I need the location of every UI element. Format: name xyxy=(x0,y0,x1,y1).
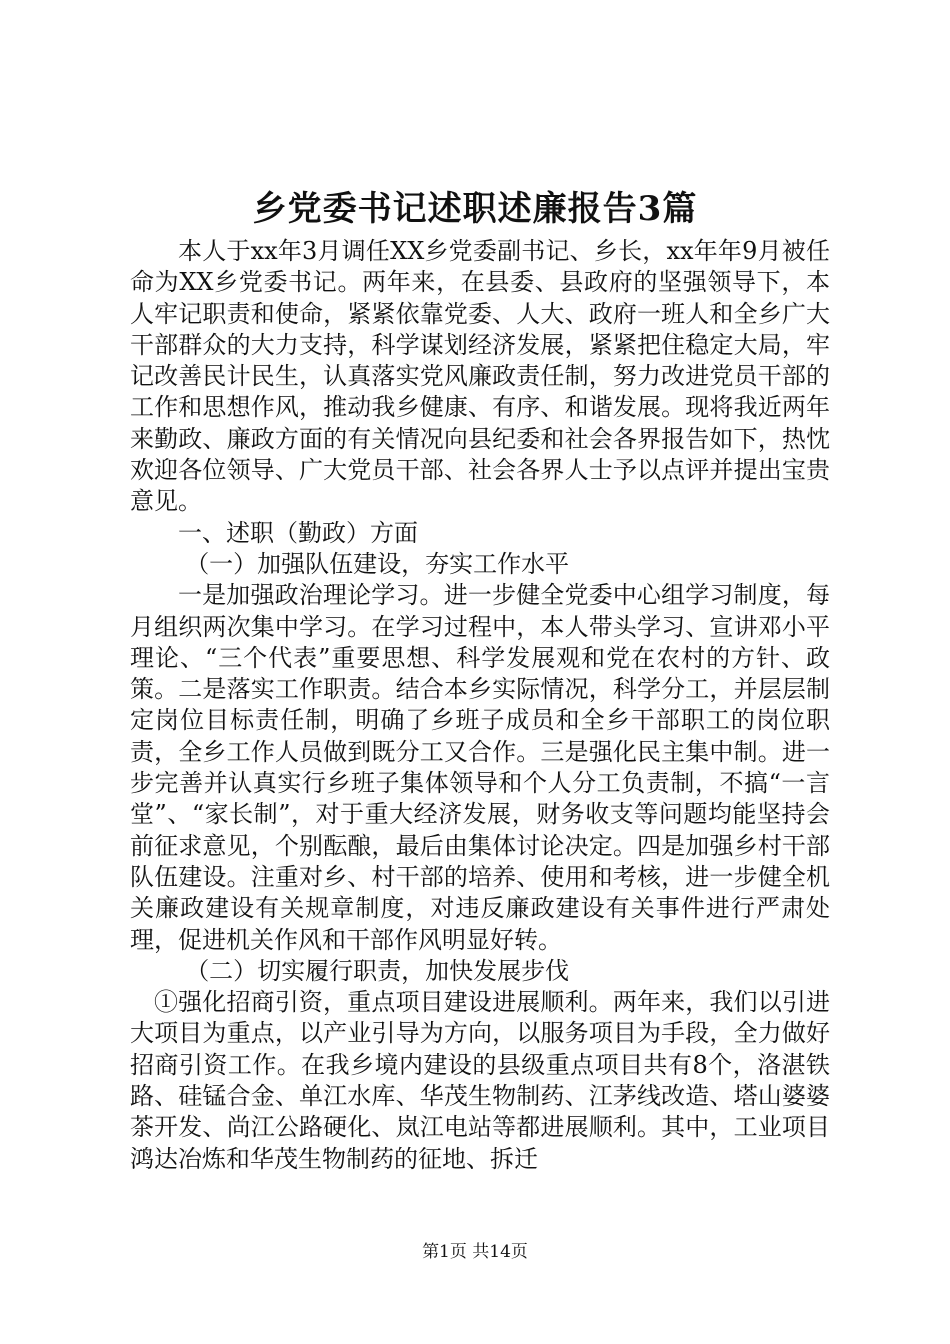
document-title: 乡党委书记述职述廉报告3篇 xyxy=(252,189,698,229)
document-body xyxy=(130,236,830,1175)
intro-paragraph: 本人于xx年3月调任XX乡党委副书记、乡长，xx年年9月被任命为XX乡党委书记。两年来，在县委、县政府的坚强领导下，本人牢记职责和使命，紧紧依靠党委、人大、政府一班人和全乡广大干部群众的大力支持，科学谋划经济发展，紧紧把住稳定大局，牢记改善民计民生，认真落实党风廉政责任制，努力改进党员干部的工作和思想作风，推动我乡健康、有序、和谐发展。现将我近两年来勤政、廉政方面的有关情况向县纪委和社会各界报告如下，热忱欢迎各位领导、广大党员干部、社会各界人士予以点评并提出宝贵意见。 xyxy=(130,237,830,516)
team-building-paragraph: 一是加强政治理论学习。进一步健全党委中心组学习制度，每月组织两次集中学习。在学习过程中，本人带头学习、宣讲邓小平理论、“三个代表”重要思想、科学发展观和党在农村的方针、政策。二是落实工作职责。结合本乡实际情况，科学分工，并层层制定岗位目标责任制，明确了乡班子成员和全乡干部职工的岗位职责，全乡工作人员做到既分工又合作。三是强化民主集中制。进一步完善并认真实行乡班子集体领导和个人分工负责制，不搞“一言堂”、“家长制”，对于重大经济发展，财务收支等问题均能坚持会前征求意见，个别酝酿，最后由集体讨论决定。四是加强乡村干部队伍建设。注重对乡、村干部的培养、使用和考核，进一步健全机关廉政建设有关规章制度，对违反廉政建设有关事件进行严肃处理，促进机关作风和干部作风明显好转。 xyxy=(130,581,830,954)
investment-paragraph: ①强化招商引资，重点项目建设进展顺利。两年来，我们以引进大项目为重点，以产业引导为方向，以服务项目为手段，全力做好招商引资工作。在我乡境内建设的县级重点项目共有8个，洛湛铁路、硅锰合金、单江水库、华茂生物制药、江茅线改造、塔山婆婆茶开发、尚江公路硬化、岚江电站等都进展顺利。其中，工业项目鸿达冶炼和华茂生物制药的征地、拆迁 xyxy=(130,988,830,1173)
section-heading-diligence: 一、述职（勤政）方面 xyxy=(178,518,418,547)
subsection-heading-team: （一）加强队伍建设，夯实工作水平 xyxy=(185,549,570,578)
page-footer: 第1页 共14页 xyxy=(422,1242,528,1262)
subsection-heading-duties: （二）切实履行职责，加快发展步伐 xyxy=(185,956,570,985)
